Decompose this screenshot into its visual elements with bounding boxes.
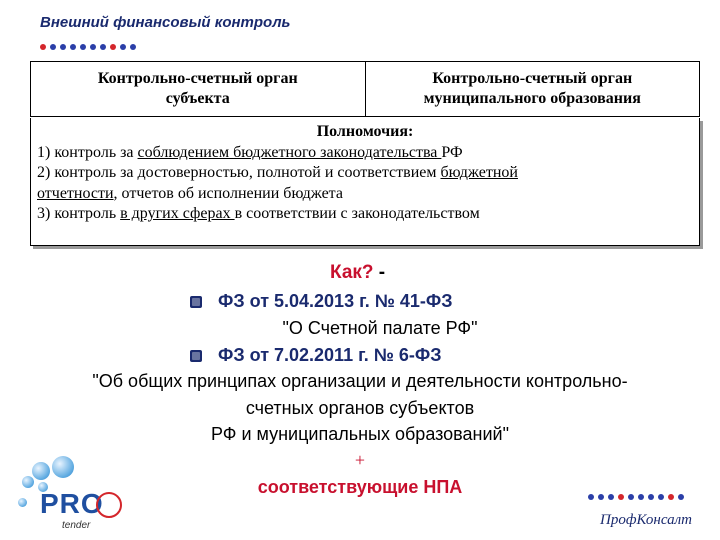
law-1-title: ФЗ от 5.04.2013 г. № 41-ФЗ [218, 291, 453, 311]
power-item-2-tail: , отчетов об исполнении бюджета [113, 184, 343, 202]
law-2-name-line1: "Об общих принципах организации и деятельности контрольно- [92, 371, 628, 391]
power-item-1-text: 1) контроль за [37, 143, 138, 161]
law-1-line [190, 291, 453, 312]
subject-organ-line1: Контрольно-счетный орган [97, 70, 298, 87]
power-item-3 [37, 204, 693, 225]
law-2-name-line3: РФ и муниципальных образований" [210, 424, 509, 444]
footer-brand: ПрофКонсалт [600, 512, 692, 528]
municipal-organ-line2: муниципального образования [423, 90, 641, 107]
powers-heading: Полномочия: [316, 123, 414, 140]
municipal-organ-line1: Контрольно-счетный орган [432, 70, 633, 87]
logo-pro-text: PRO [40, 488, 104, 519]
power-item-2 [37, 163, 693, 184]
plus-sign: + [354, 450, 366, 470]
checkbox-bullet-icon [190, 350, 202, 362]
law-2-title: ФЗ от 7.02.2011 г. № 6-ФЗ [218, 345, 442, 365]
law-1-name: "О Счетной палате РФ" [282, 318, 478, 338]
how-question [330, 262, 385, 284]
power-item-1 [37, 143, 693, 164]
law-2-line [190, 345, 442, 366]
checkbox-bullet-icon [190, 296, 202, 308]
logo-tender-text: tender [62, 520, 91, 531]
subject-organ-line2: субъекта [165, 90, 230, 107]
law-2-name-line2: счетных органов субъектов [245, 398, 475, 418]
npa-label: соответствующие НПА [257, 477, 463, 497]
power-item-3-text: 3) контроль [37, 205, 121, 222]
power-item-2-text: 2) контроль за достоверностью, полнотой и соответствием [37, 164, 441, 181]
power-item-1-underlined: соблюдением бюджетного законодательства [137, 143, 442, 161]
power-item-2-cont [37, 184, 693, 205]
power-item-1-tail: РФ [441, 143, 463, 161]
powers-box [30, 118, 700, 246]
municipal-organ-cell [365, 62, 700, 116]
power-item-3-tail: в соответствии с законодательством [234, 205, 480, 222]
page-title: Внешний финансовый контроль [40, 14, 291, 31]
power-item-3-underlined: в других сферах [120, 205, 235, 222]
how-dash: - [378, 262, 386, 283]
power-item-2-underlined-1: бюджетной [440, 164, 518, 181]
logo-circle-icon [96, 492, 122, 518]
organ-table [30, 61, 700, 117]
title-dots-decoration [40, 44, 136, 50]
pro-tender-logo [18, 456, 128, 536]
power-item-2-underlined-2: отчетности [37, 184, 114, 202]
subject-organ-cell [31, 62, 365, 116]
how-label: Как? [330, 262, 374, 283]
footer-dots-decoration [588, 494, 684, 500]
